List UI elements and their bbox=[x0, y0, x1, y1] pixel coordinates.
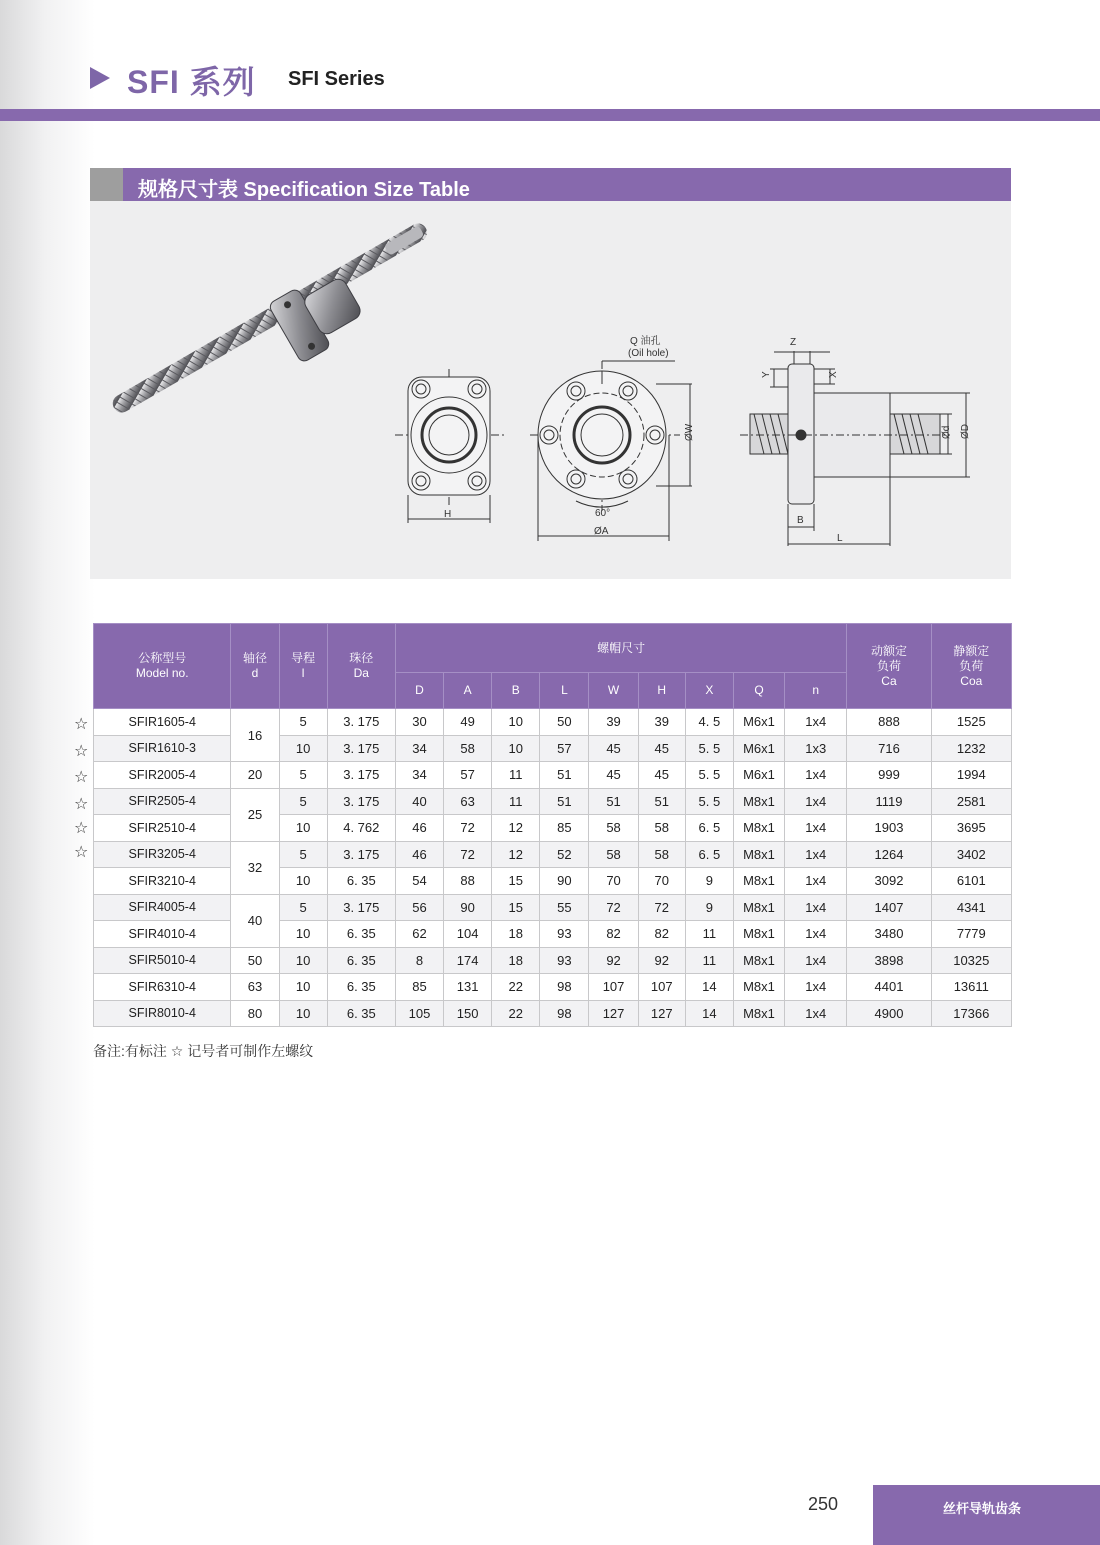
nut-dim-cell: 22 bbox=[492, 974, 540, 1001]
oil-hole-label-cn: Q 油孔 bbox=[630, 336, 661, 347]
star-icon: ☆ bbox=[74, 820, 89, 837]
lead-cell: 10 bbox=[279, 921, 327, 948]
angle-label: 60° bbox=[595, 508, 611, 519]
nut-dim-cell: 62 bbox=[395, 921, 443, 948]
nut-dim-cell: 72 bbox=[589, 894, 638, 921]
nut-dim-cell: 45 bbox=[589, 762, 638, 789]
nut-dim-cell: 9 bbox=[685, 894, 733, 921]
nut-dim-cell: 1x4 bbox=[785, 921, 847, 948]
dim-label-z: Z bbox=[790, 337, 797, 348]
nut-dim-cell: M6x1 bbox=[733, 735, 784, 762]
ball-cell: 6. 35 bbox=[327, 868, 395, 895]
static-load-cell: 6101 bbox=[931, 868, 1011, 895]
nut-dim-cell: M6x1 bbox=[733, 709, 784, 736]
nut-dim-cell: 58 bbox=[638, 815, 685, 842]
header-bar bbox=[0, 109, 1100, 121]
section-header bbox=[90, 168, 1011, 201]
header-lead: 导程 l bbox=[279, 624, 327, 709]
nut-dim-cell: 58 bbox=[638, 841, 685, 868]
dynamic-load-cell: 1407 bbox=[847, 894, 931, 921]
nut-dim-cell: 15 bbox=[492, 894, 540, 921]
nut-dim-cell: 1x4 bbox=[785, 1000, 847, 1027]
nut-dim-cell: 49 bbox=[444, 709, 492, 736]
nut-dim-cell: 93 bbox=[540, 947, 589, 974]
nut-dim-cell: 70 bbox=[589, 868, 638, 895]
star-icon: ☆ bbox=[74, 769, 89, 786]
nut-dim-cell: 127 bbox=[589, 1000, 638, 1027]
ball-cell: 3. 175 bbox=[327, 709, 395, 736]
nut-dim-cell: 70 bbox=[638, 868, 685, 895]
ball-cell: 4. 762 bbox=[327, 815, 395, 842]
nut-dim-cell: 46 bbox=[395, 815, 443, 842]
illustration-svg bbox=[90, 201, 1011, 579]
footnote: 备注:有标注 ☆ 记号者可制作左螺纹 bbox=[93, 1043, 314, 1059]
nut-dim-cell: 15 bbox=[492, 868, 540, 895]
dynamic-load-cell: 999 bbox=[847, 762, 931, 789]
table-row bbox=[94, 947, 1012, 974]
nut-dim-cell: 50 bbox=[540, 709, 589, 736]
side-view-drawing bbox=[740, 351, 970, 546]
nut-dim-cell: 72 bbox=[638, 894, 685, 921]
lead-cell: 5 bbox=[279, 762, 327, 789]
model-cell: SFIR2505-4 bbox=[94, 788, 231, 815]
nut-dim-cell: 56 bbox=[395, 894, 443, 921]
nut-dim-cell: 51 bbox=[540, 762, 589, 789]
model-cell: SFIR5010-4 bbox=[94, 947, 231, 974]
nut-dim-cell: 45 bbox=[589, 735, 638, 762]
lead-cell: 5 bbox=[279, 788, 327, 815]
lead-cell: 5 bbox=[279, 841, 327, 868]
nut-dim-cell: M8x1 bbox=[733, 947, 784, 974]
nut-dim-cell: 45 bbox=[638, 735, 685, 762]
nut-dim-cell: 107 bbox=[638, 974, 685, 1001]
nut-dim-cell: 150 bbox=[444, 1000, 492, 1027]
nut-dim-cell: 72 bbox=[444, 841, 492, 868]
nut-dim-cell: 85 bbox=[540, 815, 589, 842]
nut-dim-cell: 52 bbox=[540, 841, 589, 868]
table-row bbox=[94, 841, 1012, 868]
lead-cell: 5 bbox=[279, 709, 327, 736]
lead-cell: 10 bbox=[279, 974, 327, 1001]
nut-dim-cell: 51 bbox=[589, 788, 638, 815]
model-cell: SFIR4010-4 bbox=[94, 921, 231, 948]
dim-label-w: ØW bbox=[684, 423, 695, 441]
nut-dim-cell: 11 bbox=[492, 762, 540, 789]
ball-cell: 3. 175 bbox=[327, 762, 395, 789]
dynamic-load-cell: 3898 bbox=[847, 947, 931, 974]
nut-dim-cell: M8x1 bbox=[733, 974, 784, 1001]
nut-dim-cell: 6. 5 bbox=[685, 815, 733, 842]
nut-dim-cell: 22 bbox=[492, 1000, 540, 1027]
nut-dim-cell: 4. 5 bbox=[685, 709, 733, 736]
header-sub-b: B bbox=[492, 673, 540, 709]
dim-label-x: X bbox=[828, 371, 839, 378]
header-sub-w: W bbox=[589, 673, 638, 709]
dynamic-load-cell: 3480 bbox=[847, 921, 931, 948]
oil-hole-label-en: (Oil hole) bbox=[628, 348, 669, 359]
nut-dim-cell: 57 bbox=[444, 762, 492, 789]
table-row bbox=[94, 894, 1012, 921]
ball-cell: 3. 175 bbox=[327, 841, 395, 868]
model-cell: SFIR6310-4 bbox=[94, 974, 231, 1001]
nut-dim-cell: 107 bbox=[589, 974, 638, 1001]
ball-cell: 3. 175 bbox=[327, 788, 395, 815]
nut-dim-cell: M8x1 bbox=[733, 788, 784, 815]
nut-dim-cell: 8 bbox=[395, 947, 443, 974]
nut-dim-cell: 1x4 bbox=[785, 894, 847, 921]
nut-dim-cell: M8x1 bbox=[733, 894, 784, 921]
nut-dim-cell: 1x4 bbox=[785, 974, 847, 1001]
lead-cell: 10 bbox=[279, 815, 327, 842]
page-title-en: SFI Series bbox=[288, 68, 385, 90]
nut-dim-cell: 57 bbox=[540, 735, 589, 762]
nut-dim-cell: 88 bbox=[444, 868, 492, 895]
header-sub-a: A bbox=[444, 673, 492, 709]
section-title: 规格尺寸表 Specification Size Table bbox=[138, 179, 470, 201]
nut-dim-cell: 12 bbox=[492, 841, 540, 868]
header-ball: 珠径 Da bbox=[327, 624, 395, 709]
nut-dim-cell: 30 bbox=[395, 709, 443, 736]
nut-dim-cell: 34 bbox=[395, 762, 443, 789]
header-dynamic-load: 动额定 负荷 Ca bbox=[847, 624, 931, 709]
title-arrow-icon bbox=[90, 67, 110, 89]
page-number: 250 bbox=[808, 1494, 839, 1514]
footer-label: 丝杆导轨齿条 bbox=[943, 1501, 1022, 1516]
section-header-block bbox=[90, 168, 123, 201]
nut-dim-cell: 82 bbox=[638, 921, 685, 948]
nut-dim-cell: 11 bbox=[492, 788, 540, 815]
nut-dim-cell: 63 bbox=[444, 788, 492, 815]
nut-dim-cell: 90 bbox=[444, 894, 492, 921]
static-load-cell: 1525 bbox=[931, 709, 1011, 736]
dim-label-d-small: Ød bbox=[941, 425, 952, 439]
nut-dim-cell: 39 bbox=[638, 709, 685, 736]
lead-cell: 5 bbox=[279, 894, 327, 921]
static-load-cell: 2581 bbox=[931, 788, 1011, 815]
nut-dim-cell: 9 bbox=[685, 868, 733, 895]
header-shaft: 轴径 d bbox=[231, 624, 279, 709]
nut-dim-cell: 58 bbox=[589, 841, 638, 868]
nut-dim-cell: 18 bbox=[492, 947, 540, 974]
nut-dim-cell: 1x4 bbox=[785, 947, 847, 974]
dynamic-load-cell: 4401 bbox=[847, 974, 931, 1001]
ball-cell: 3. 175 bbox=[327, 894, 395, 921]
nut-dim-cell: 1x4 bbox=[785, 815, 847, 842]
dim-label-d-large: ØD bbox=[960, 424, 971, 439]
shaft-cell: 20 bbox=[231, 762, 279, 789]
static-load-cell: 13611 bbox=[931, 974, 1011, 1001]
nut-dim-cell: 55 bbox=[540, 894, 589, 921]
nut-dim-cell: M8x1 bbox=[733, 868, 784, 895]
table-row bbox=[94, 1000, 1012, 1027]
static-load-cell: 1232 bbox=[931, 735, 1011, 762]
shaft-cell: 80 bbox=[231, 1000, 279, 1027]
nut-dim-cell: 98 bbox=[540, 974, 589, 1001]
dynamic-load-cell: 888 bbox=[847, 709, 931, 736]
shaft-cell: 25 bbox=[231, 788, 279, 841]
nut-dim-cell: 18 bbox=[492, 921, 540, 948]
dim-label-h: H bbox=[444, 509, 452, 520]
header-sub-h: H bbox=[638, 673, 685, 709]
dim-label-a: ØA bbox=[594, 526, 609, 537]
lead-cell: 10 bbox=[279, 1000, 327, 1027]
nut-dim-cell: 82 bbox=[589, 921, 638, 948]
nut-dim-cell: M8x1 bbox=[733, 815, 784, 842]
dim-label-l: L bbox=[837, 533, 843, 544]
nut-dim-cell: 127 bbox=[638, 1000, 685, 1027]
shaft-cell: 63 bbox=[231, 974, 279, 1001]
table-row bbox=[94, 709, 1012, 736]
nut-dim-cell: 11 bbox=[685, 947, 733, 974]
ball-cell: 3. 175 bbox=[327, 735, 395, 762]
model-cell: SFIR4005-4 bbox=[94, 894, 231, 921]
star-icon: ☆ bbox=[74, 743, 89, 760]
nut-dim-cell: 39 bbox=[589, 709, 638, 736]
table-row bbox=[94, 762, 1012, 789]
nut-dim-cell: M6x1 bbox=[733, 762, 784, 789]
header-model: 公称型号 Model no. bbox=[94, 624, 231, 709]
nut-dim-cell: 1x4 bbox=[785, 709, 847, 736]
nut-dim-cell: 14 bbox=[685, 1000, 733, 1027]
static-load-cell: 10325 bbox=[931, 947, 1011, 974]
nut-dim-cell: 58 bbox=[589, 815, 638, 842]
nut-dim-cell: M8x1 bbox=[733, 1000, 784, 1027]
nut-dim-cell: 58 bbox=[444, 735, 492, 762]
model-cell: SFIR3210-4 bbox=[94, 868, 231, 895]
nut-dim-cell: 92 bbox=[638, 947, 685, 974]
nut-dim-cell: 104 bbox=[444, 921, 492, 948]
ballscrew-photo bbox=[110, 220, 431, 416]
nut-dim-cell: 174 bbox=[444, 947, 492, 974]
static-load-cell: 17366 bbox=[931, 1000, 1011, 1027]
nut-dim-cell: 93 bbox=[540, 921, 589, 948]
header-sub-d: D bbox=[395, 673, 443, 709]
nut-dim-cell: 54 bbox=[395, 868, 443, 895]
dynamic-load-cell: 1119 bbox=[847, 788, 931, 815]
star-icon: ☆ bbox=[74, 796, 89, 813]
star-icon: ☆ bbox=[74, 844, 89, 861]
nut-dim-cell: 1x4 bbox=[785, 788, 847, 815]
nut-dim-cell: 51 bbox=[638, 788, 685, 815]
static-load-cell: 3695 bbox=[931, 815, 1011, 842]
nut-dim-cell: 14 bbox=[685, 974, 733, 1001]
nut-dim-cell: 10 bbox=[492, 735, 540, 762]
nut-dim-cell: 1x4 bbox=[785, 762, 847, 789]
nut-dim-cell: 105 bbox=[395, 1000, 443, 1027]
nut-dim-cell: 5. 5 bbox=[685, 788, 733, 815]
table-row bbox=[94, 974, 1012, 1001]
nut-dim-cell: 85 bbox=[395, 974, 443, 1001]
static-load-cell: 1994 bbox=[931, 762, 1011, 789]
dynamic-load-cell: 1264 bbox=[847, 841, 931, 868]
ball-cell: 6. 35 bbox=[327, 1000, 395, 1027]
lead-cell: 10 bbox=[279, 947, 327, 974]
nut-dim-cell: 5. 5 bbox=[685, 762, 733, 789]
dynamic-load-cell: 1903 bbox=[847, 815, 931, 842]
front-view-round-drawing bbox=[530, 361, 692, 541]
footer-label-box bbox=[873, 1485, 1100, 1545]
shaft-cell: 50 bbox=[231, 947, 279, 974]
model-cell: SFIR2005-4 bbox=[94, 762, 231, 789]
nut-dim-cell: 5. 5 bbox=[685, 735, 733, 762]
nut-dim-cell: 72 bbox=[444, 815, 492, 842]
nut-dim-cell: 1x4 bbox=[785, 868, 847, 895]
dynamic-load-cell: 716 bbox=[847, 735, 931, 762]
header-sub-q: Q bbox=[733, 673, 784, 709]
nut-dim-cell: 45 bbox=[638, 762, 685, 789]
ball-cell: 6. 35 bbox=[327, 974, 395, 1001]
model-cell: SFIR1605-4 bbox=[94, 709, 231, 736]
shaft-cell: 40 bbox=[231, 894, 279, 947]
static-load-cell: 4341 bbox=[931, 894, 1011, 921]
header-sub-x: X bbox=[685, 673, 733, 709]
nut-dim-cell: 11 bbox=[685, 921, 733, 948]
nut-dim-cell: 1x3 bbox=[785, 735, 847, 762]
model-cell: SFIR1610-3 bbox=[94, 735, 231, 762]
model-cell: SFIR3205-4 bbox=[94, 841, 231, 868]
header-static-load: 静额定 负荷 Coa bbox=[931, 624, 1011, 709]
dynamic-load-cell: 3092 bbox=[847, 868, 931, 895]
nut-dim-cell: 10 bbox=[492, 709, 540, 736]
model-cell: SFIR8010-4 bbox=[94, 1000, 231, 1027]
star-icon: ☆ bbox=[74, 716, 89, 733]
dim-label-y: Y bbox=[761, 371, 772, 378]
dynamic-load-cell: 4900 bbox=[847, 1000, 931, 1027]
spec-table bbox=[93, 623, 1012, 1027]
nut-dim-cell: 6. 5 bbox=[685, 841, 733, 868]
shaft-cell: 16 bbox=[231, 709, 279, 762]
nut-dim-cell: M8x1 bbox=[733, 921, 784, 948]
header-sub-n: n bbox=[785, 673, 847, 709]
page-title-cn: SFI 系列 bbox=[127, 64, 256, 100]
nut-dim-cell: 46 bbox=[395, 841, 443, 868]
nut-dim-cell: 1x4 bbox=[785, 841, 847, 868]
nut-dim-cell: 12 bbox=[492, 815, 540, 842]
front-view-square-drawing bbox=[395, 369, 505, 523]
illustration-panel bbox=[90, 201, 1011, 579]
lead-cell: 10 bbox=[279, 735, 327, 762]
dim-label-b: B bbox=[797, 515, 804, 526]
static-load-cell: 7779 bbox=[931, 921, 1011, 948]
nut-dim-cell: 90 bbox=[540, 868, 589, 895]
nut-dim-cell: 92 bbox=[589, 947, 638, 974]
nut-dim-cell: 34 bbox=[395, 735, 443, 762]
ball-cell: 6. 35 bbox=[327, 921, 395, 948]
nut-dim-cell: 40 bbox=[395, 788, 443, 815]
shaft-cell: 32 bbox=[231, 841, 279, 894]
header-nut-dims: 螺帽尺寸 bbox=[395, 624, 846, 673]
header-sub-l: L bbox=[540, 673, 589, 709]
static-load-cell: 3402 bbox=[931, 841, 1011, 868]
ball-cell: 6. 35 bbox=[327, 947, 395, 974]
nut-dim-cell: M8x1 bbox=[733, 841, 784, 868]
nut-dim-cell: 131 bbox=[444, 974, 492, 1001]
nut-dim-cell: 51 bbox=[540, 788, 589, 815]
table-row bbox=[94, 788, 1012, 815]
model-cell: SFIR2510-4 bbox=[94, 815, 231, 842]
nut-dim-cell: 98 bbox=[540, 1000, 589, 1027]
lead-cell: 10 bbox=[279, 868, 327, 895]
